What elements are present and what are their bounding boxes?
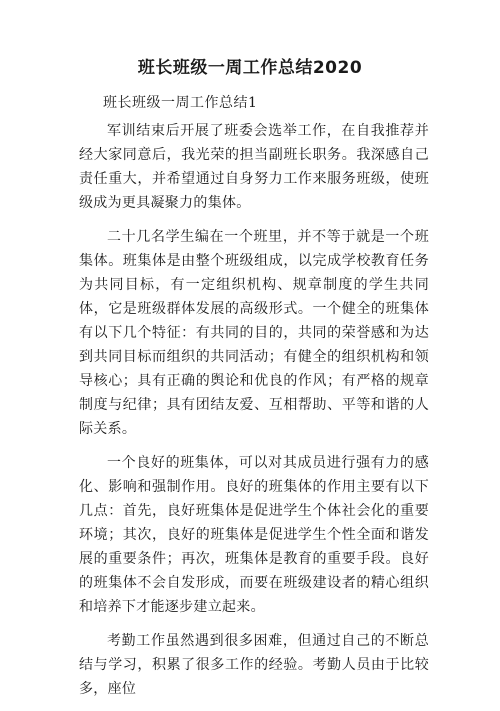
paragraph: 二十几名学生编在一个班里，并不等于就是一个班集体。班集体是由整个班级组成，以完成学校教育任务为共同目标，有一定组织机构、规章制度的学生共同体，它是班级群体发展的高级形式。一个健全的班集体有以下几个特征：有共同的目的，共同的荣誉感和为达到共同目标而组织的共同活动；有健全的组织机构和领导核心；具有正确的舆论和优良的作风；有严格的规章制度与纪律；具有团结友爱、互相帮助、平等和谐的人际关系。: [79, 229, 429, 437]
document-title: 班长班级一周工作总结2020: [137, 58, 363, 78]
paragraph: 一个良好的班集体，可以对其成员进行强有力的感化、影响和强制作用。良好的班集体的作用主要有以下几点：首先，良好班集体是促进学生个体社会化的重要环境；其次，良好的班集体是促进学生个性全面和谐发展的重要条件；再次，班集体是教育的重要手段。良好的班集体不会自发形成，而要在班级建设者的精心组织和培养下才能逐步建立起来。: [79, 455, 429, 615]
document-subtitle: 班长班级一周工作总结1: [103, 95, 258, 111]
document-body: [79, 119, 429, 711]
paragraph: 军训结束后开展了班委会选举工作，在自我推荐并经大家同意后，我光荣的担当副班长职务。我深感自己责任重大，并希望通过自身努力工作来服务班级，使班级成为更具凝聚力的集体。: [79, 123, 429, 211]
paragraph: 考勤工作虽然遇到很多困难，但通过自己的不断总结与学习，积累了很多工作的经验。考勤人员由于比较多，座位: [79, 633, 429, 697]
